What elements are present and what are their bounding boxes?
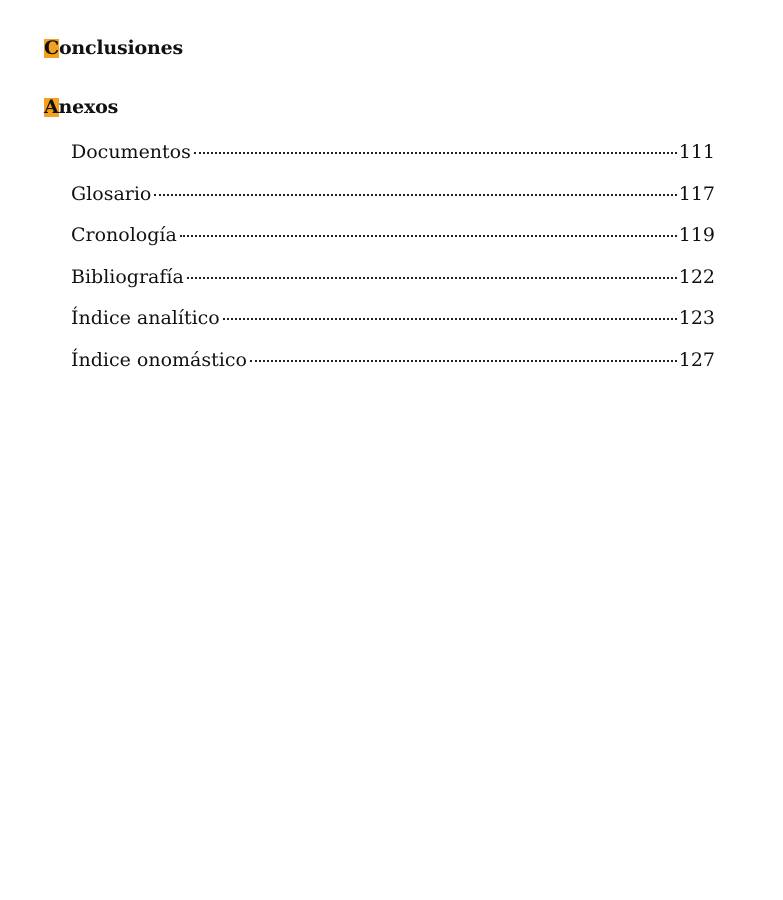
toc-entry-indice-onomastico [71,349,715,391]
toc-entry-title: Documentos [71,141,191,163]
dot-leader [250,360,677,362]
dot-leader [223,318,677,320]
section-heading-anexos [44,96,118,118]
heading-text: nexos [58,96,119,118]
toc-entry-indice-analitico [71,307,715,349]
toc-entry-page-number: 119 [678,224,715,246]
heading-initial-highlight: A [44,96,59,118]
dot-leader [154,194,676,196]
toc-entry-page-number: 117 [678,182,715,205]
dot-leader [187,277,677,279]
toc-entry-glosario [71,183,715,225]
section-heading-conclusiones [44,37,183,59]
toc-entry-cronologia [71,224,715,266]
dot-leader [194,152,677,154]
toc-entry-title: Cronología [71,224,177,246]
toc-entry-page-number: 127 [678,348,715,371]
toc-list [71,141,715,390]
toc-entry-title: Índice analítico [71,307,220,329]
toc-entry-page-number: 123 [678,307,715,329]
toc-entry-page-number: 111 [678,141,715,163]
toc-entry-title: Índice onomástico [71,348,247,371]
heading-initial-highlight: C [44,37,59,59]
toc-entry-bibliografia [71,266,715,308]
heading-text: onclusiones [58,37,184,59]
toc-entry-title: Bibliografía [71,265,184,288]
toc-entry-documentos [71,141,715,183]
toc-entry-title: Glosario [71,182,152,205]
dot-leader [180,235,677,237]
toc-entry-page-number: 122 [678,265,715,288]
